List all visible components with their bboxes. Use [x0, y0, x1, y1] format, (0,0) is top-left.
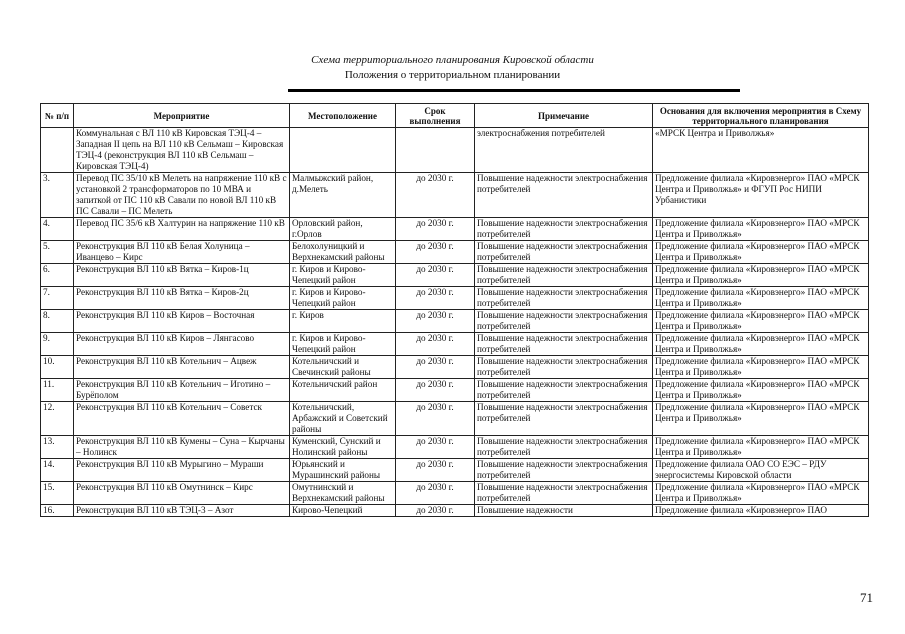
page-number: 71: [860, 590, 873, 605]
cell-num: 6.: [41, 264, 74, 287]
cell-note: Повышение надежности электроснабжения потребителей: [475, 264, 653, 287]
document-subtitle: Положения о территориальном планировании: [344, 69, 561, 81]
table-row: [41, 505, 869, 517]
cell-event: Реконструкция ВЛ 110 кВ Белая Холуница – Иванцево – Кирс: [74, 241, 290, 264]
table-row: [41, 333, 869, 356]
cell-num: [41, 128, 74, 173]
cell-basis: Предложение филиала ОАО СО ЕЭС – РДУ энергосистемы Кировской области: [653, 459, 869, 482]
cell-term: до 2030 г.: [396, 264, 475, 287]
cell-note: Повышение надежности электроснабжения потребителей: [475, 310, 653, 333]
col-header-note: Примечание: [475, 104, 653, 128]
table-row: [41, 173, 869, 218]
cell-term: до 2030 г.: [396, 173, 475, 218]
cell-term: до 2030 г.: [396, 287, 475, 310]
table-row: [41, 482, 869, 505]
cell-event: Перевод ПС 35/6 кВ Халтурин на напряжение 110 кВ: [74, 218, 290, 241]
cell-basis: Предложение филиала «Кировэнерго» ПАО «МРСК Центра и Приволжья»: [653, 218, 869, 241]
cell-basis: Предложение филиала «Кировэнерго» ПАО «МРСК Центра и Приволжья» и ФГУП Рос НИПИ Урбанистики: [653, 173, 869, 218]
cell-location: г. Киров и Кирово-Чепецкий район: [290, 287, 396, 310]
cell-note: электроснабжения потребителей: [475, 128, 653, 173]
cell-event: Реконструкция ВЛ 110 кВ Омутнинск – Кирс: [74, 482, 290, 505]
cell-location: Куменский, Сунский и Нолинский районы: [290, 436, 396, 459]
cell-note: Повышение надежности электроснабжения потребителей: [475, 356, 653, 379]
table-row: [41, 459, 869, 482]
cell-basis: Предложение филиала «Кировэнерго» ПАО «МРСК Центра и Приволжья»: [653, 482, 869, 505]
cell-location: Орловский район, г.Орлов: [290, 218, 396, 241]
cell-basis: Предложение филиала «Кировэнерго» ПАО «МРСК Центра и Приволжья»: [653, 241, 869, 264]
cell-note: Повышение надежности электроснабжения потребителей: [475, 287, 653, 310]
cell-term: до 2030 г.: [396, 482, 475, 505]
cell-event: Реконструкция ВЛ 110 кВ Вятка – Киров-1ц: [74, 264, 290, 287]
cell-num: 14.: [41, 459, 74, 482]
cell-location: [290, 128, 396, 173]
table-row: [41, 310, 869, 333]
cell-basis: Предложение филиала «Кировэнерго» ПАО «МРСК Центра и Приволжья»: [653, 356, 869, 379]
cell-event: Реконструкция ВЛ 110 кВ Котельнич – Иготино – Бурёполом: [74, 379, 290, 402]
cell-term: до 2030 г.: [396, 356, 475, 379]
cell-num: 13.: [41, 436, 74, 459]
cell-event: Перевод ПС 35/10 кВ Мелеть на напряжение 110 кВ с установкой 2 трансформаторов по 10 МВА и запиткой от ПС 110 кВ Савали по новой ВЛ 110 кВ ПС Савали – ПС Мелеть: [74, 173, 290, 218]
cell-num: 5.: [41, 241, 74, 264]
cell-note: Повышение надежности электроснабжения потребителей: [475, 333, 653, 356]
table-row: [41, 218, 869, 241]
cell-basis: Предложение филиала «Кировэнерго» ПАО «МРСК Центра и Приволжья»: [653, 287, 869, 310]
col-header-event: Мероприятие: [74, 104, 290, 128]
cell-location: Котельничский и Свечинский районы: [290, 356, 396, 379]
table-row: [41, 402, 869, 436]
cell-num: 7.: [41, 287, 74, 310]
table-row: [41, 356, 869, 379]
col-header-location: Местоположение: [290, 104, 396, 128]
cell-event: Реконструкция ВЛ 110 кВ Мурыгино – Мураши: [74, 459, 290, 482]
cell-location: Юрьянский и Мурашинский районы: [290, 459, 396, 482]
cell-event: Реконструкция ВЛ 110 кВ Кумены – Суна – Кырчаны – Нолинск: [74, 436, 290, 459]
cell-num: 12.: [41, 402, 74, 436]
table-row: [41, 128, 869, 173]
cell-location: Котельничский, Арбажский и Советский районы: [290, 402, 396, 436]
cell-num: 9.: [41, 333, 74, 356]
document-title: Схема территориального планирования Кировской области: [311, 54, 594, 66]
cell-num: 11.: [41, 379, 74, 402]
table-row: [41, 241, 869, 264]
table-row: [41, 264, 869, 287]
cell-note: Повышение надежности электроснабжения потребителей: [475, 436, 653, 459]
cell-term: до 2030 г.: [396, 241, 475, 264]
cell-num: 4.: [41, 218, 74, 241]
cell-event: Реконструкция ВЛ 110 кВ Киров – Восточная: [74, 310, 290, 333]
cell-note: Повышение надежности электроснабжения потребителей: [475, 218, 653, 241]
table-header-row: [41, 104, 869, 128]
cell-location: г. Киров и Кирово-Чепецкий район: [290, 333, 396, 356]
cell-term: до 2030 г.: [396, 402, 475, 436]
cell-event: Реконструкция ВЛ 110 кВ Котельнич – Советск: [74, 402, 290, 436]
cell-basis: Предложение филиала «Кировэнерго» ПАО «МРСК Центра и Приволжья»: [653, 333, 869, 356]
cell-term: до 2030 г.: [396, 459, 475, 482]
cell-num: 16.: [41, 505, 74, 517]
cell-term: до 2030 г.: [396, 436, 475, 459]
cell-event: Реконструкция ВЛ 110 кВ Вятка – Киров-2ц: [74, 287, 290, 310]
cell-location: Малмыжский район, д.Мелеть: [290, 173, 396, 218]
cell-term: [396, 128, 475, 173]
col-header-num: № п/п: [41, 104, 74, 128]
cell-num: 10.: [41, 356, 74, 379]
cell-note: Повышение надежности электроснабжения потребителей: [475, 241, 653, 264]
cell-event: Реконструкция ВЛ 110 кВ ТЭЦ-3 – Азот: [74, 505, 290, 517]
cell-location: Котельничский район: [290, 379, 396, 402]
cell-location: Кирово-Чепецкий: [290, 505, 396, 517]
cell-basis: Предложение филиала «Кировэнерго» ПАО «МРСК Центра и Приволжья»: [653, 436, 869, 459]
header-rule: [288, 89, 740, 92]
cell-note: Повышение надежности электроснабжения потребителей: [475, 459, 653, 482]
cell-note: Повышение надежности: [475, 505, 653, 517]
col-header-term: Срок выполнения: [396, 104, 475, 128]
cell-note: Повышение надежности электроснабжения потребителей: [475, 402, 653, 436]
cell-basis: Предложение филиала «Кировэнерго» ПАО «МРСК Центра и Приволжья»: [653, 402, 869, 436]
cell-location: г. Киров и Кирово-Чепецкий район: [290, 264, 396, 287]
col-header-basis: Основания для включения мероприятия в Схему территориального планирования: [653, 104, 869, 128]
cell-location: Омутнинский и Верхнекамский районы: [290, 482, 396, 505]
table-row: [41, 436, 869, 459]
cell-num: 15.: [41, 482, 74, 505]
cell-event: Коммунальная с ВЛ 110 кВ Кировская ТЭЦ-4 – Западная II цепь на ВЛ 110 кВ Сельмаш – Кировская ТЭЦ-4 (реконструкция ВЛ 110 кВ Сельмаш – Кировская ТЭЦ-4): [74, 128, 290, 173]
cell-location: г. Киров: [290, 310, 396, 333]
cell-term: до 2030 г.: [396, 505, 475, 517]
cell-term: до 2030 г.: [396, 218, 475, 241]
cell-term: до 2030 г.: [396, 333, 475, 356]
cell-event: Реконструкция ВЛ 110 кВ Котельнич – Ацвеж: [74, 356, 290, 379]
table-row: [41, 287, 869, 310]
cell-num: 3.: [41, 173, 74, 218]
cell-basis: Предложение филиала «Кировэнерго» ПАО «МРСК Центра и Приволжья»: [653, 379, 869, 402]
cell-location: Белохолуницкий и Верхнекамский районы: [290, 241, 396, 264]
cell-basis: Предложение филиала «Кировэнерго» ПАО «МРСК Центра и Приволжья»: [653, 264, 869, 287]
table-row: [41, 379, 869, 402]
cell-note: Повышение надежности электроснабжения потребителей: [475, 379, 653, 402]
cell-basis: «МРСК Центра и Приволжья»: [653, 128, 869, 173]
cell-basis: Предложение филиала «Кировэнерго» ПАО «МРСК Центра и Приволжья»: [653, 310, 869, 333]
cell-term: до 2030 г.: [396, 379, 475, 402]
cell-note: Повышение надежности электроснабжения потребителей: [475, 482, 653, 505]
cell-term: до 2030 г.: [396, 310, 475, 333]
cell-event: Реконструкция ВЛ 110 кВ Киров – Лянгасово: [74, 333, 290, 356]
events-table: [40, 103, 869, 517]
cell-note: Повышение надежности электроснабжения потребителей: [475, 173, 653, 218]
cell-basis: Предложение филиала «Кировэнерго» ПАО: [653, 505, 869, 517]
cell-num: 8.: [41, 310, 74, 333]
